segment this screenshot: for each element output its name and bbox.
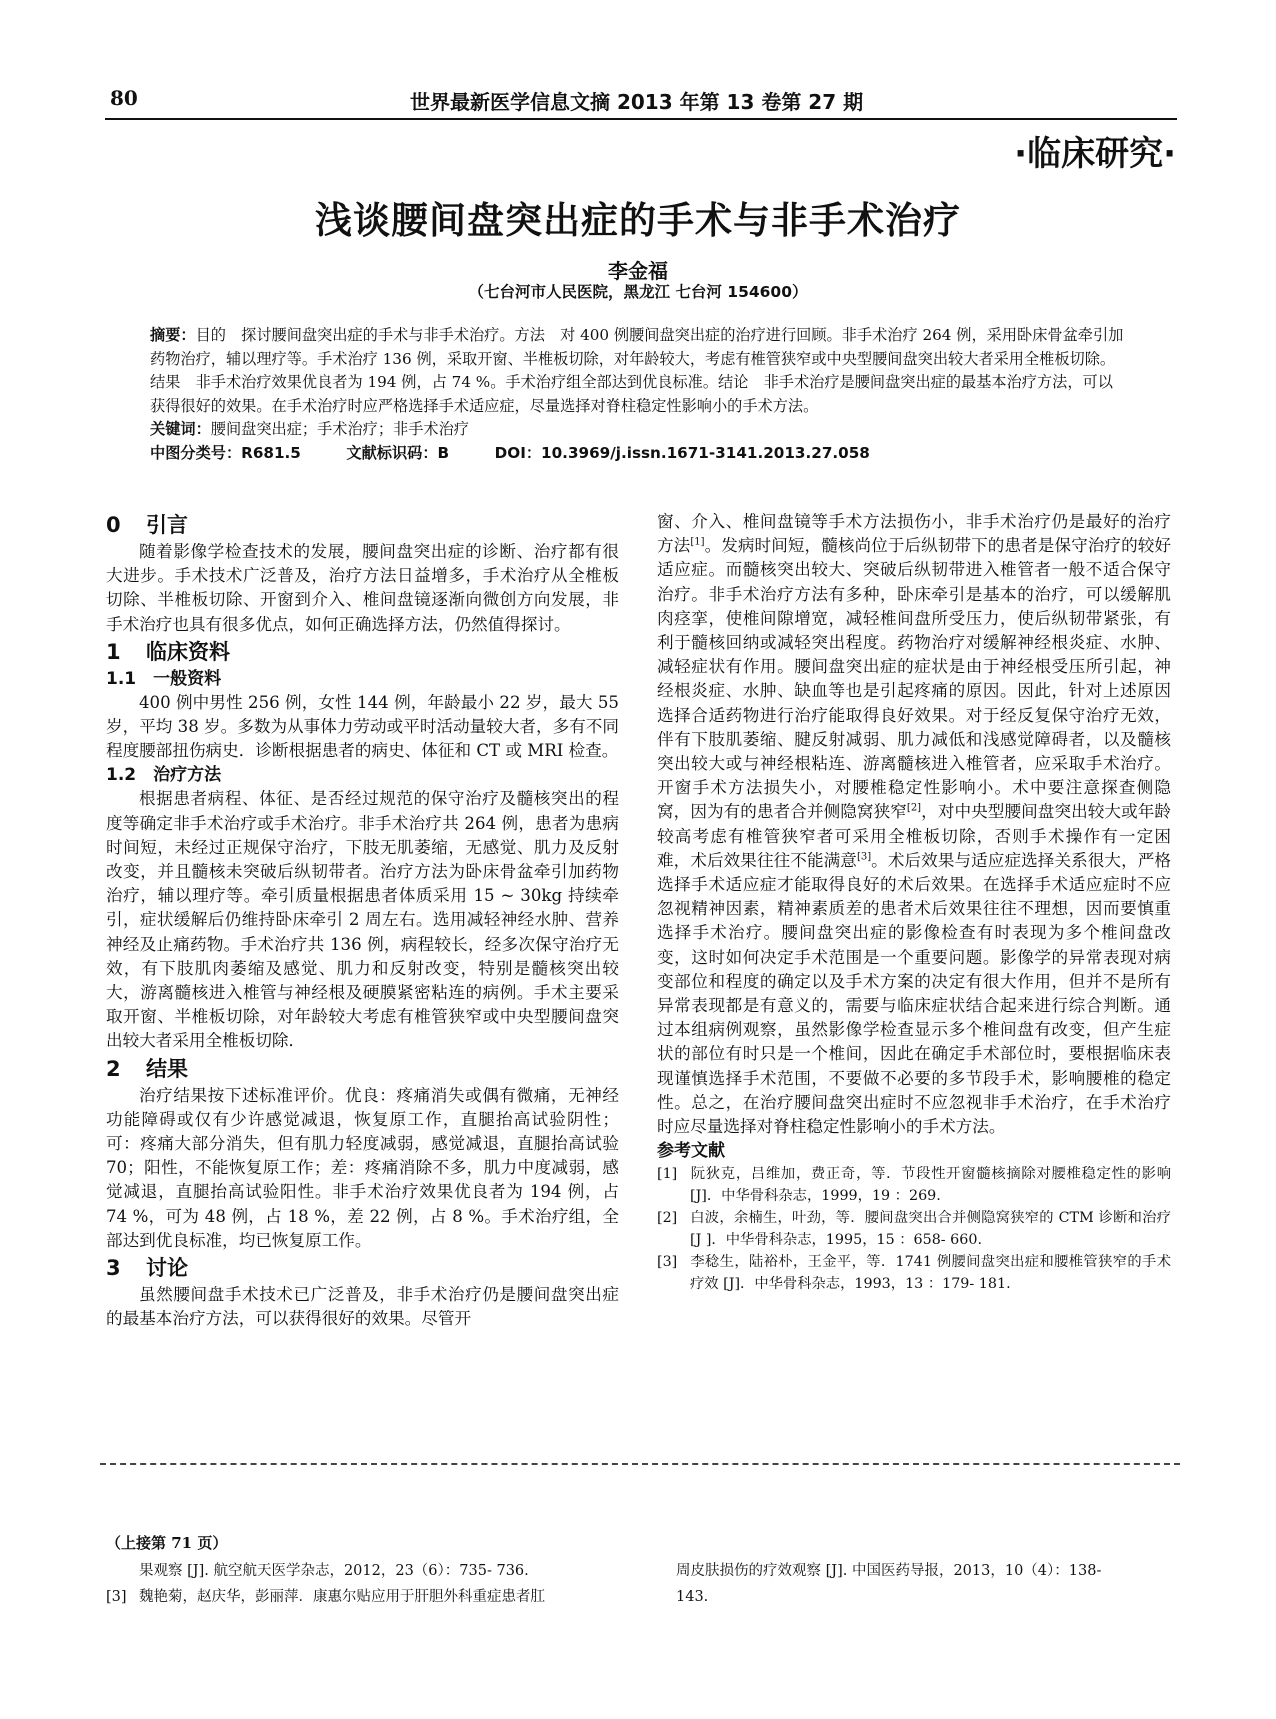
section-heading-discussion: 3 讨论	[106, 1256, 188, 1281]
paragraph: 窗、介入、椎间盘镜等手术方法损伤小，非手术治疗仍是最好的治疗方法[1]。发病时间短，髓核尚位于后纵韧带下的患者是保守治疗的较好适应症。而髓核突出较大、突破后纵韧带进入椎管者一般不适合保守治疗。非手术治疗方法有多种，卧床牵引是基本的治疗，可以缓解肌肉痉挛，使椎间隙增宽，减轻椎间盘所受压力，使后纵韧带紧张，有利于髓核回纳或减轻突出程度。药物治疗对缓解神经根炎症、水肿、减轻症状有作用。腰间盘突出症的症状是由于神经根受压所引起，神经根炎症、水肿、缺血等也是引起疼痛的原因。因此，针对上述原因选择合适药物进行治疗能取得良好效果。对于经反复保守治疗无效，伴有下肢肌萎缩、腱反射减弱、肌力减低和浅感觉障碍者，以及髓核突出较大或与神经根粘连、游离髓核进入椎管者，应采取手术治疗。开窗手术方法损失小，对腰椎稳定性影响小。术中要注意探查侧隐窝，因为有的患者合并侧隐窝狭窄[2]，对中央型腰间盘突出较大或年龄较高考虑有椎管狭窄者可采用全椎板切除，否则手术操作有一定困难，术后效果往往不能满意[3]。术后效果与适应症选择关系很大，严格选择手术适应症才能取得良好的术后效果。在选择手术适应症时不应忽视精神因素，精神素质差的患者术后效果往往不理想，因而要慎重选择手术治疗。腰间盘突出症的影像检查有时表现为多个椎间盘改变，这时如何决定手术范围是一个重要问题。影像学的异常表现对病变部位和程度的确定以及手术方案的决定有很大作用，但并不是所有异常表现都是有意义的，需要与临床症状结合起来进行综合判断。通过本组病例观察，虽然影像学检查显示多个椎间盘有改变，但产生症状的部位有时只是一个椎间，因此在确定手术部位时，要根据临床表现谨慎选择手术范围，不要做不必要的多节段手术，影响腰椎的稳定性。总之，在治疗腰间盘突出症时不应忽视非手术治疗，在手术治疗时应尽量选择对脊柱稳定性影响小的手术方法。	[657, 512, 1172, 1137]
author: 李金福	[608, 259, 668, 283]
journal-title: 世界最新医学信息文摘 2013 年第 13 卷第 27 期	[410, 90, 864, 114]
continued-line: [3] 魏艳菊，赵庆华，彭丽萍．康惠尔贴应用于肝胆外科重症患者肛	[106, 1589, 545, 1605]
keywords	[150, 418, 1125, 442]
continued-left-text	[106, 1558, 626, 1610]
paragraph: 根据患者病程、体征、是否经过规范的保守治疗及髓核突出的程度等确定非手术治疗或手术治疗。非手术治疗共 264 例，患者为患病时间短，未经过正规保守治疗，下肢无肌萎缩，无感觉、肌力及反射改变，并且髓核未突破后纵韧带者。治疗方法为卧床骨盆牵引加药物治疗，辅以理疗等。牵引质量根据患者体质采用 15 ~ 30kg 持续牵引，症状缓解后仍维持卧床牵引 2 周左右。选用减轻神经水肿、营养神经及止痛药物。手术治疗共 136 例，病程较长，经多次保守治疗无效，有下肢肌肉萎缩及感觉、肌力和反射改变，特别是髓核突出较大，游离髓核进入椎管与神经根及硬膜紧密粘连的病例。手术主要采取开窗、半椎板切除，对年龄较大考虑有椎管狭窄或中央型腰间盘突出较大者采用全椎板切除．	[106, 789, 619, 1051]
references-heading: 参考文献	[657, 1141, 725, 1162]
abstract	[150, 324, 1125, 465]
keywords-label: 关键词：	[150, 420, 211, 438]
section-heading-results: 2 结果	[106, 1056, 188, 1081]
section-tag: ·临床研究·	[1014, 134, 1176, 174]
paragraph: 400 例中男性 256 例，女性 144 例，年龄最小 22 岁，最大 55 岁，平均 38 岁。多数为从事体力劳动或平时活动量较大者，多有不同程度腰部扭伤病史．诊断根据患者的病史、体征和 CT 或 MRI 检查。	[106, 692, 619, 761]
reference-item: [1] 阮狄克，吕维加，费正奇，等．节段性开窗髓核摘除对腰椎稳定性的影响 [J]．中华骨科杂志，1999，19 ：269.	[657, 1166, 1171, 1205]
header-rule	[105, 118, 1177, 120]
page-number: 80	[110, 86, 138, 110]
affiliation: （七台河市人民医院，黑龙江 七台河 154600）	[468, 283, 808, 301]
article-title: 浅谈腰间盘突出症的手术与非手术治疗	[315, 199, 961, 242]
continued-from-note: （上接第 71 页）	[106, 1534, 228, 1552]
classification-line: 中图分类号：R681.5 文献标识码：B DOI：10.3969/j.issn.1671-3141.2013.27.058	[150, 443, 870, 462]
citation: [1]	[690, 536, 705, 548]
abstract-body	[150, 324, 1125, 418]
continued-right-text	[676, 1558, 1171, 1610]
subsection-heading: 1.1 一般资料	[106, 668, 222, 689]
dashed-divider	[100, 1463, 1180, 1465]
continued-line: 周皮肤损伤的疗效观察 [J]. 中国医药导报，2013，10（4）：138-	[676, 1563, 1102, 1579]
abstract-text: 目的 探讨腰间盘突出症的手术与非手术治疗。方法 对 400 例腰间盘突出症的治疗进行回顾。非手术治疗 264 例，采用卧床骨盆牵引加药物治疗，辅以理疗等。手术治疗 136 例，采取开窗、半椎板切除，对年龄较大，考虑有椎管狭窄或中央型腰间盘突出较大者采用全椎板切除。结果 非手术治疗效果优良者为 194 例，占 74 %。手术治疗组全部达到优良标准。结论 非手术治疗是腰间盘突出症的最基本治疗方法，可以获得很好的效果。在手术治疗时应严格选择手术适应症，尽量选择对脊柱稳定性影响小的手术方法。	[150, 326, 1124, 415]
left-column	[106, 510, 619, 1331]
citation: [3]	[856, 851, 872, 863]
continued-line: 143.	[676, 1589, 709, 1605]
paragraph: 随着影像学检查技术的发展，腰间盘突出症的诊断、治疗都有很大进步。手术技术广泛普及，治疗方法日益增多，手术治疗从全椎板切除、半椎板切除、开窗到介入、椎间盘镜逐渐向微创方向发展，非手术治疗也具有很多优点，如何正确选择方法，仍然值得探讨。	[106, 542, 619, 634]
citation: [2]	[906, 802, 922, 814]
subsection-heading: 1.2 治疗方法	[106, 765, 222, 786]
reference-item: [3] 李稔生，陆裕朴，王金平，等．1741 例腰间盘突出症和腰椎管狭窄的手术疗效 [J]．中华骨科杂志，1993，13 ：179- 181.	[657, 1254, 1171, 1293]
keywords-text: 腰间盘突出症；手术治疗；非手术治疗	[210, 420, 469, 438]
paragraph: 虽然腰间盘手术技术已广泛普及，非手术治疗仍是腰间盘突出症的最基本治疗方法，可以获得很好的效果。尽管开	[106, 1285, 619, 1329]
section-heading-intro: 0 引言	[106, 513, 188, 537]
right-column	[657, 510, 1171, 1295]
reference-item: [2] 白波，余楠生，叶劲，等．腰间盘突出合并侧隐窝狭窄的 CTM 诊断和治疗 [J ]．中华骨科杂志，1995，15 ：658- 660.	[657, 1210, 1171, 1249]
abstract-label: 摘要：	[150, 326, 196, 344]
section-heading-clinical: 1 临床资料	[106, 639, 230, 664]
paragraph: 治疗结果按下述标准评价。优良：疼痛消失或偶有微痛，无神经功能障碍或仅有少许感觉减退，恢复原工作，直腿抬高试验阴性；可：疼痛大部分消失，但有肌力轻度减弱，感觉减退，直腿抬高试验 70；阳性，不能恢复原工作；差：疼痛消除不多，肌力中度减弱，感觉减退，直腿抬高试验阳性。非手术治疗效果优良者为 194 例，占 74 %，可为 48 例，占 18 %，差 22 例，占 8 %。手术治疗组，全部达到优良标准，均已恢复原工作。	[106, 1085, 619, 1250]
running-header	[110, 86, 1175, 120]
continued-line: 果观察 [J]. 航空航天医学杂志，2012，23（6）：735- 736.	[139, 1563, 529, 1579]
